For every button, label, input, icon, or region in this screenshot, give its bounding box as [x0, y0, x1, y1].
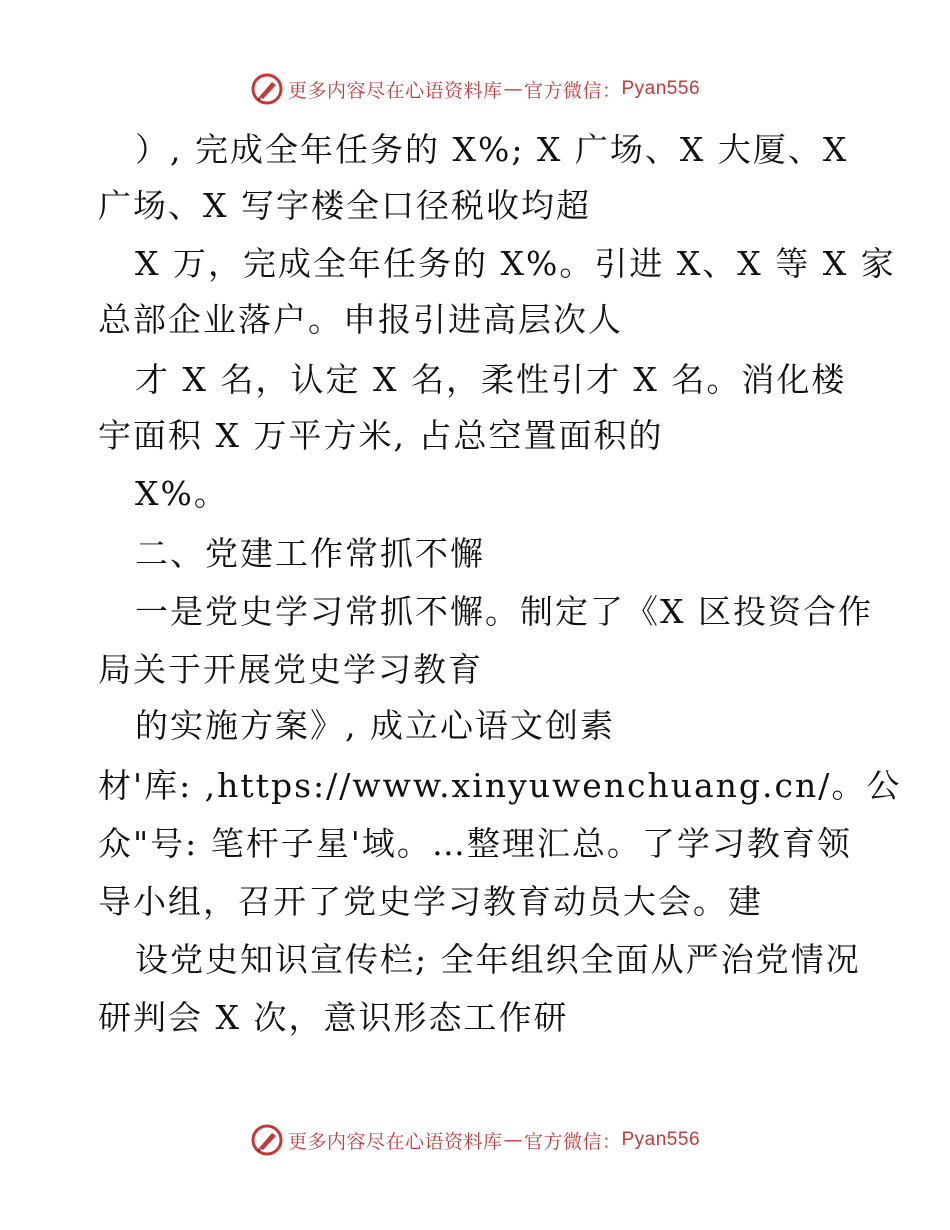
pen-logo-icon [250, 72, 284, 106]
watermark-handle: Pyan556 [621, 78, 701, 99]
watermark-site-text: 更多内容尽在心语资料库 [287, 79, 503, 102]
text-line: ）, 完成全年任务的 X%; X 广场、X 大厦、X [135, 130, 849, 169]
watermark-handle: Pyan556 [621, 1129, 701, 1150]
text-line: 才 X 名，认定 X 名，柔性引才 X 名。消化楼 [135, 360, 847, 399]
footer-watermark [0, 1123, 950, 1157]
text-line: 的实施方案》, 成立心语文创素 [135, 706, 615, 745]
pen-logo-icon [250, 1123, 284, 1157]
text-line: 宇面积 X 万平方米, 占总空置面积的 [98, 416, 664, 455]
watermark-dash: — [503, 78, 523, 100]
text-line: X%。 [135, 474, 229, 513]
text-line: 材'库: ,https://www.xinyuwenchuang.cn/。公 [98, 766, 902, 805]
text-line: 一是党史学习常抓不懈。制定了《X 区投资合作 [135, 592, 873, 631]
text-line: 广场、X 写字楼全口径税收均超 [98, 186, 591, 225]
watermark-dash: — [503, 1129, 523, 1151]
text-line: 研判会 X 次，意识形态工作研 [98, 998, 569, 1037]
header-watermark [0, 72, 950, 106]
section-heading: 二、党建工作常抓不懈 [135, 534, 485, 573]
text-line: 局关于开展党史学习教育 [98, 650, 483, 689]
text-line: 设党史知识宣传栏; 全年组织全面从严治党情况 [135, 940, 861, 979]
watermark-wechat-label: 官方微信： [523, 79, 622, 102]
text-line: 导小组，召开了党史学习教育动员大会。建 [98, 882, 763, 921]
text-line: X 万，完成全年任务的 X%。引进 X、X 等 X 家 [135, 244, 896, 283]
text-line: 总部企业落户。申报引进高层次人 [98, 300, 623, 339]
watermark-wechat-label: 官方微信： [523, 1130, 622, 1153]
text-line: 众"号: 笔杆子星'域。…整理汇总。了学习教育领 [98, 824, 852, 863]
watermark-site-text: 更多内容尽在心语资料库 [287, 1130, 503, 1153]
